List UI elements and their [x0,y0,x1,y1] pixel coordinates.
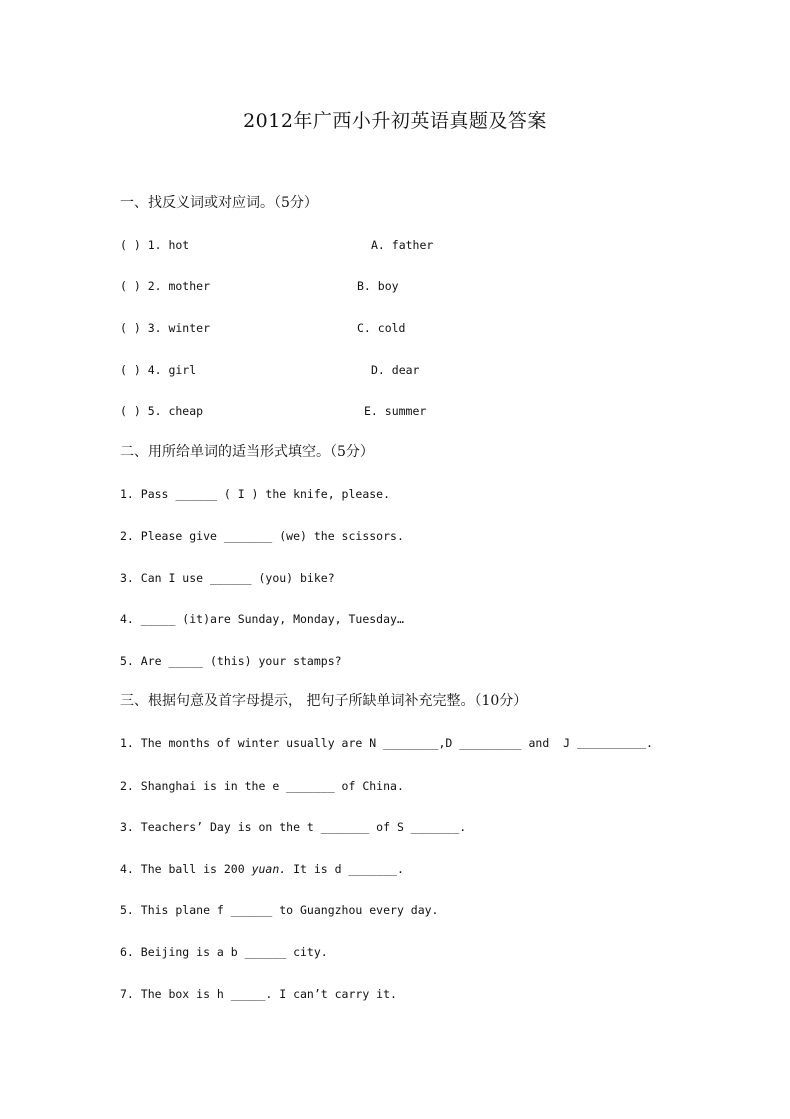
fill-blank-question-2: 2. Please give _______ (we) the scissors. [120,529,404,543]
matching-option-c: C. cold [357,321,406,335]
page-title: 2012年广西小升初英语真题及答案 [243,110,547,132]
completion-question-4-end: It is d _______. [286,862,404,876]
completion-question-3: 3. Teachers’ Day is on the t _______ of S _______. [120,820,467,834]
section-1-heading: 一、找反义词或对应词。（5分） [120,195,318,211]
matching-option-b: B. boy [357,279,399,293]
matching-option-d: D. dear [371,363,420,377]
section-3-heading: 三、根据句意及首字母提示， 把句子所缺单词补充完整。（10分） [120,693,528,709]
matching-question-5: ( ) 5. cheap [120,404,204,418]
currency-word: yuan. [251,862,287,876]
completion-question-4-start: 4. The ball is 200 [120,862,252,876]
matching-option-e: E. summer [364,404,427,418]
fill-blank-question-1: 1. Pass ______ ( I ) the knife, please. [120,487,391,501]
matching-question-3: ( ) 3. winter [120,321,211,335]
completion-question-4 [120,862,404,876]
matching-question-4: ( ) 4. girl [120,363,197,377]
section-2-heading: 二、用所给单词的适当形式填空。（5分） [120,444,374,460]
completion-question-5: 5. This plane f ______ to Guangzhou every day. [120,903,439,917]
matching-question-1: ( ) 1. hot [120,238,190,252]
matching-question-2: ( ) 2. mother [120,279,211,293]
completion-question-6: 6. Beijing is a b ______ city. [120,945,328,959]
fill-blank-question-3: 3. Can I use ______ (you) bike? [120,571,335,585]
completion-question-2: 2. Shanghai is in the e _______ of China. [120,779,404,793]
fill-blank-question-4: 4. _____ (it)are Sunday, Monday, Tuesday… [120,612,404,626]
completion-question-7: 7. The box is h _____. I can’t carry it. [120,987,397,1001]
completion-question-1: 1. The months of winter usually are N ________,D _________ and J ＿＿＿＿＿＿. [120,736,653,750]
matching-option-a: A. father [371,238,434,252]
fill-blank-question-5: 5. Are _____ (this) your stamps? [120,654,342,668]
